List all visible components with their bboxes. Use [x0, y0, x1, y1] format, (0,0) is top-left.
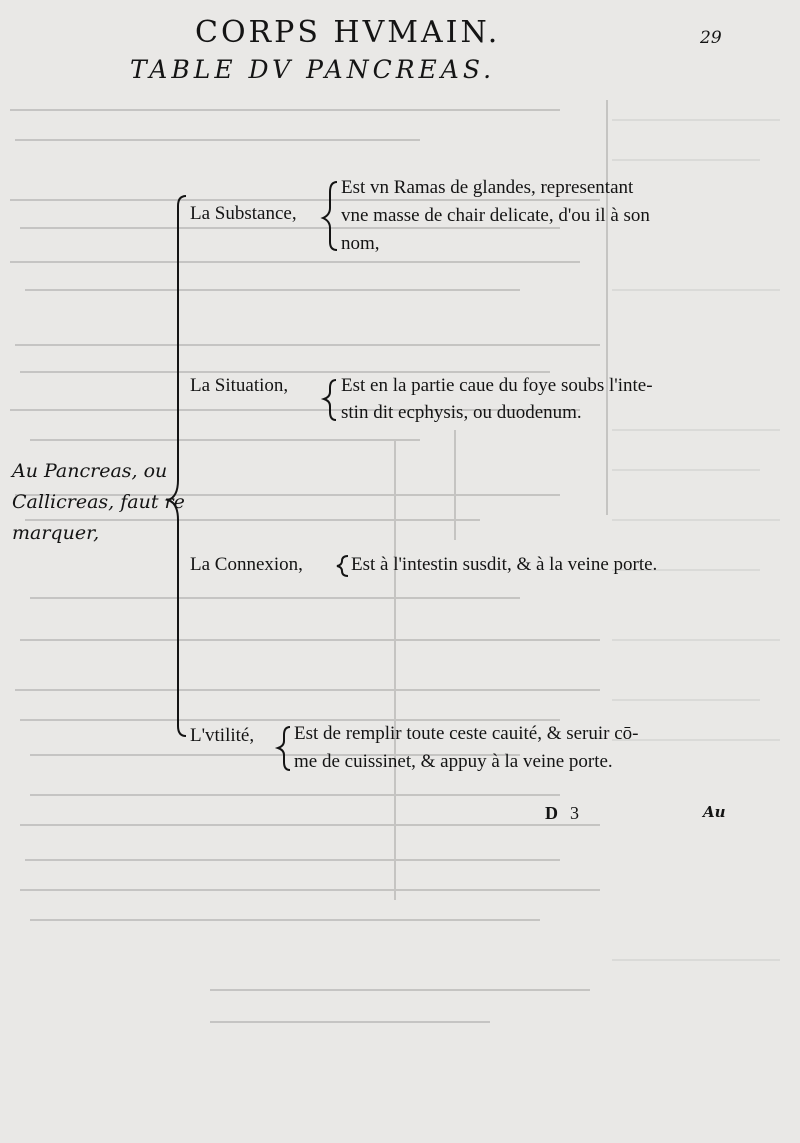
substance-text-line-3: nom,: [341, 233, 380, 254]
page-number: 29: [700, 28, 722, 48]
signature-number: 3: [570, 803, 579, 823]
connexion-label: La Connexion,: [190, 554, 303, 575]
substance-label: La Substance,: [190, 203, 297, 224]
situation-label: La Situation,: [190, 375, 289, 396]
table-title: TABLE DV PANCREAS.: [130, 55, 496, 84]
situation-brace: [324, 380, 336, 420]
signature-mark: [545, 803, 579, 824]
situation-text-line-2: stin dit ecphysis, ou duodenum.: [341, 402, 582, 423]
utilite-text-line-2: me de cuissinet, & appuy à la veine porte.: [294, 751, 613, 772]
utilite-text-line-1: Est de remplir toute ceste cauité, & seruir cō-: [294, 723, 639, 744]
situation-text-line-1: Est en la partie caue du foye soubs l'inte-: [341, 375, 653, 396]
main-brace: [168, 196, 186, 736]
substance-text-line-1: Est vn Ramas de glandes, representant: [341, 177, 634, 198]
running-head: CORPS HVMAIN.: [195, 15, 501, 50]
utilite-label: L'vtilité,: [190, 725, 255, 746]
connexion-brace: [337, 556, 348, 576]
signature-letter: D: [545, 803, 558, 823]
subject-line-1: Au Pancreas, ou: [12, 460, 168, 482]
subject-line-2: Callicreas, faut re: [12, 491, 185, 513]
subject-line-3: marquer,: [12, 522, 100, 544]
substance-brace: [323, 182, 337, 250]
utilite-brace: [278, 727, 290, 770]
connexion-text-line-1: Est à l'intestin susdit, & à la veine porte.: [351, 554, 658, 575]
substance-text-line-2: vne masse de chair delicate, d'ou il à son: [341, 205, 650, 226]
catchword: Au: [703, 803, 726, 821]
